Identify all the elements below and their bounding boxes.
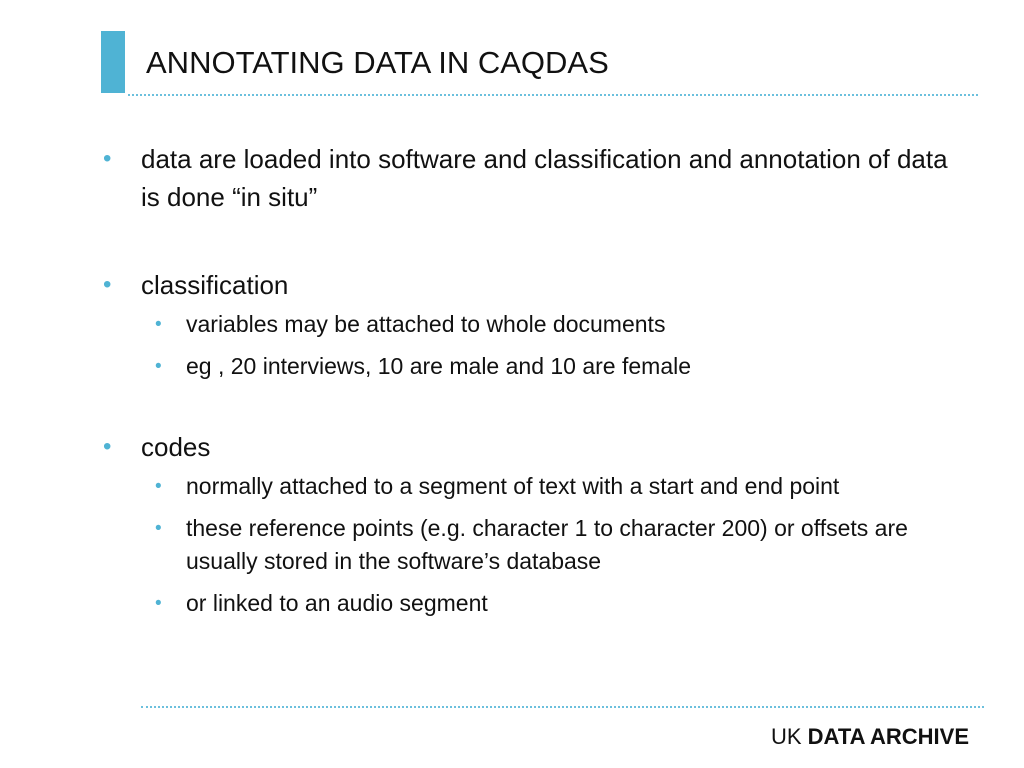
- sub-bullet-text: normally attached to a segment of text with a start and end point: [186, 473, 840, 499]
- sub-bullet-text: eg , 20 interviews, 10 are male and 10 are female: [186, 353, 692, 379]
- sub-bullet-dot-icon: •: [155, 314, 162, 335]
- bullet-text: classification: [141, 270, 289, 300]
- bullet-text: data are loaded into software and classification and annotation of data is done “in situ”: [141, 144, 948, 212]
- bullet-item: [103, 428, 963, 466]
- title-accent-bar: [101, 31, 125, 93]
- sub-bullet-text: these reference points (e.g. character 1 to character 200) or offsets are usually stored in the software’s database: [186, 515, 908, 574]
- footer-divider: [141, 706, 984, 708]
- sub-bullet-list: [103, 470, 963, 620]
- footer-brand: DATA ARCHIVE: [807, 724, 969, 749]
- sub-bullet-dot-icon: •: [155, 518, 162, 539]
- sub-bullet-item: [103, 308, 963, 341]
- slide-title: ANNOTATING DATA IN CAQDAS: [146, 45, 609, 80]
- bullet-item: [103, 140, 963, 216]
- sub-bullet-item: [103, 587, 963, 620]
- sub-bullet-dot-icon: •: [155, 476, 162, 497]
- sub-bullet-dot-icon: •: [155, 593, 162, 614]
- footer-logo: [771, 723, 969, 751]
- title-divider: [128, 94, 978, 96]
- bullet-dot-icon: •: [103, 145, 112, 172]
- sub-bullet-item: [103, 470, 963, 503]
- slide-content: [103, 140, 963, 629]
- sub-bullet-list: [103, 308, 963, 383]
- sub-bullet-text: variables may be attached to whole documents: [186, 311, 666, 337]
- bullet-text: codes: [141, 432, 211, 462]
- bullet-item: [103, 266, 963, 304]
- bullet-dot-icon: •: [103, 433, 112, 460]
- footer-prefix: UK: [770, 724, 802, 749]
- sub-bullet-item: [103, 350, 963, 383]
- sub-bullet-item: [103, 512, 963, 578]
- bullet-dot-icon: •: [103, 271, 112, 298]
- sub-bullet-dot-icon: •: [155, 356, 162, 377]
- sub-bullet-text: or linked to an audio segment: [186, 590, 488, 616]
